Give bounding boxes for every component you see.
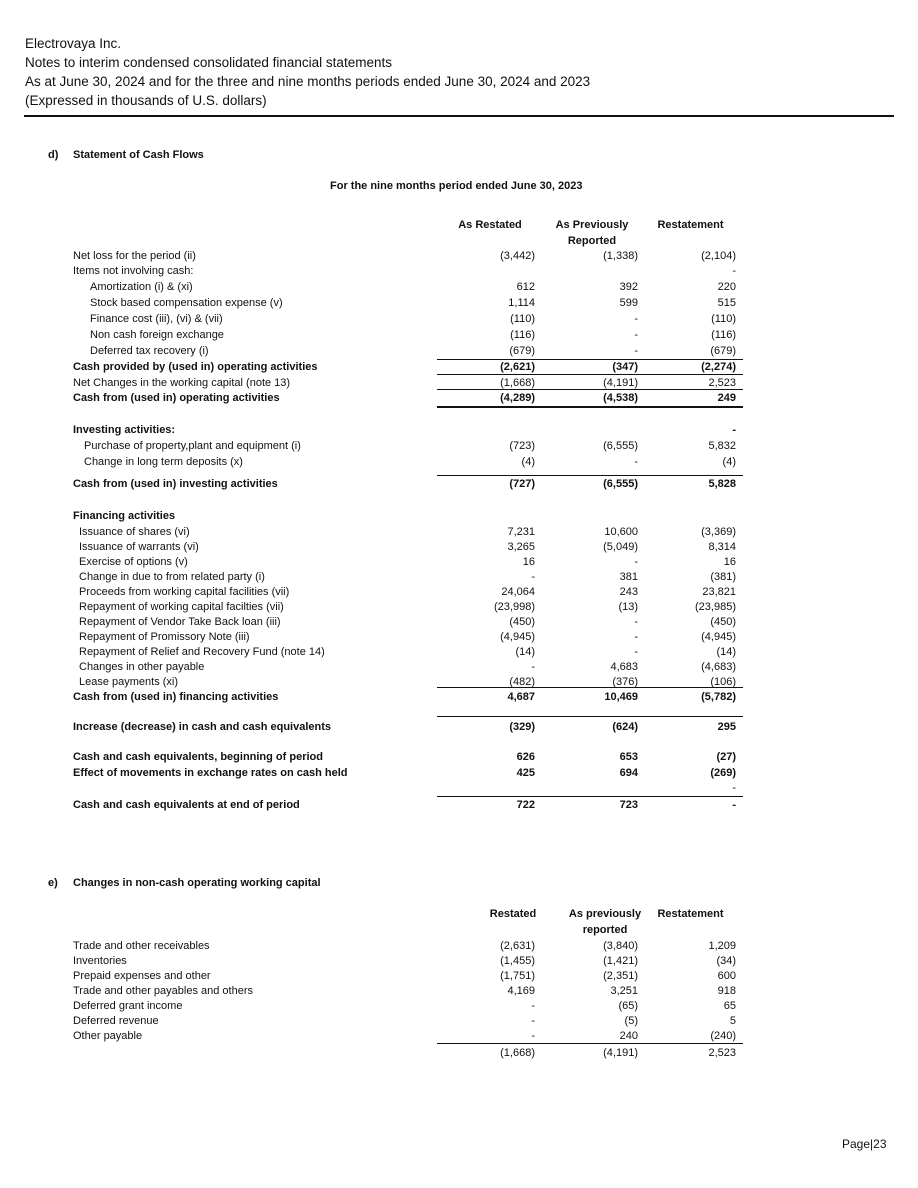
table-rule [437, 389, 743, 390]
cash-flow-cell: (4) [521, 456, 535, 468]
cash-flow-row [0, 423, 918, 438]
working-capital-cell: (2,351) [603, 970, 638, 982]
cash-flow-cell: (6,555) [603, 440, 638, 452]
cash-flow-cell: 16 [522, 556, 535, 568]
cash-flow-cell: - [732, 782, 736, 794]
working-capital-cell: 65 [723, 1000, 736, 1012]
cash-flow-cell: - [531, 661, 535, 673]
cash-flow-row [0, 312, 918, 327]
cash-flow-row-label: Repayment of Promissory Note (iii) [79, 631, 250, 643]
cash-flow-cell: (110) [711, 313, 736, 325]
cash-flow-cell: (2,274) [701, 361, 736, 373]
cash-flow-cell: 3,265 [507, 541, 535, 553]
cash-flow-row-label: Stock based compensation expense (v) [90, 297, 283, 309]
cash-flow-cell: (269) [710, 767, 736, 779]
cash-flow-row-label: Proceeds from working capital facilities (vii) [79, 586, 290, 598]
cash-flow-cell: 23,821 [702, 586, 736, 598]
cash-flow-cell: - [634, 556, 638, 568]
cash-flow-cell: (14) [716, 646, 736, 658]
working-capital-row [0, 939, 918, 954]
cash-flow-cell: (106) [710, 676, 736, 688]
cash-flow-cell: - [634, 329, 638, 341]
cash-flow-cell: (482) [509, 676, 535, 688]
section-d-marker: d) [48, 149, 59, 161]
working-capital-cell: - [531, 1015, 535, 1027]
header-divider [24, 115, 894, 117]
cash-flow-row-label: Issuance of shares (vi) [79, 526, 190, 538]
cash-flow-cell: 722 [516, 799, 535, 811]
section-d-title: Statement of Cash Flows [73, 149, 204, 161]
working-capital-row-label: Deferred revenue [73, 1015, 159, 1027]
col-header-as-previously-reported-e: As previously reported [568, 908, 642, 936]
cash-flow-row-label: Lease payments (xi) [79, 676, 179, 688]
cash-flow-row-label: Financing activities [73, 510, 176, 522]
cash-flow-cell: 599 [619, 297, 638, 309]
cash-flow-row-label: Net loss for the period (ii) [73, 250, 196, 262]
cash-flow-cell: (23,985) [695, 601, 736, 613]
cash-flow-row [0, 615, 918, 630]
cash-flow-cell: (624) [612, 721, 638, 733]
cash-flow-cell: (376) [612, 676, 638, 688]
cash-flow-cell: 4,687 [507, 691, 535, 703]
cash-flow-cell: 1,114 [508, 297, 535, 309]
cash-flow-cell: 7,231 [507, 526, 535, 538]
cash-flow-row-label: Repayment of Vendor Take Back loan (iii) [79, 616, 281, 628]
working-capital-cell: (1,751) [500, 970, 535, 982]
cash-flow-row [0, 750, 918, 765]
working-capital-row-label: Trade and other payables and others [73, 985, 253, 997]
cash-flow-row-label: Deferred tax recovery (i) [90, 345, 209, 357]
doc-currency: (Expressed in thousands of U.S. dollars) [25, 93, 267, 108]
working-capital-cell: - [531, 1000, 535, 1012]
cash-flow-cell: (1,338) [603, 250, 638, 262]
cash-flow-cell: (679) [509, 345, 535, 357]
cash-flow-row-label: Purchase of property,plant and equipment (i) [84, 440, 301, 452]
table-rule [437, 374, 743, 375]
cash-flow-row [0, 585, 918, 600]
cash-flow-cell: (347) [612, 361, 638, 373]
working-capital-row-label: Prepaid expenses and other [73, 970, 211, 982]
cash-flow-row [0, 555, 918, 570]
cash-flow-row [0, 630, 918, 645]
cash-flow-row [0, 344, 918, 359]
working-capital-cell: (2,631) [500, 940, 535, 952]
cash-flow-cell: 381 [619, 571, 638, 583]
cash-flow-row-label: Cash from (used in) operating activities [73, 392, 280, 404]
cash-flow-cell: (679) [710, 345, 736, 357]
table-rule [437, 1043, 743, 1044]
cash-flow-row [0, 690, 918, 705]
cash-flow-cell: (727) [509, 478, 535, 490]
doc-title: Notes to interim condensed consolidated financial statements [25, 55, 392, 70]
working-capital-cell: 4,169 [507, 985, 535, 997]
working-capital-row [0, 1029, 918, 1044]
cash-flow-cell: 243 [619, 586, 638, 598]
section-e-marker: e) [48, 877, 58, 889]
cash-flow-cell: (381) [710, 571, 736, 583]
working-capital-cell: (65) [618, 1000, 638, 1012]
cash-flow-cell: - [634, 456, 638, 468]
cash-flow-cell: 694 [619, 767, 638, 779]
working-capital-cell: - [531, 1030, 535, 1042]
cash-flow-cell: 5,832 [708, 440, 736, 452]
cash-flow-row-label: Cash provided by (used in) operating activities [73, 361, 318, 373]
cash-flow-cell: 10,600 [604, 526, 638, 538]
cash-flow-cell: - [732, 424, 736, 436]
cash-flow-row-label: Effect of movements in exchange rates on cash held [73, 767, 348, 779]
cash-flow-cell: (450) [509, 616, 535, 628]
cash-flow-row-label: Changes in other payable [79, 661, 205, 673]
cash-flow-cell: 653 [619, 751, 638, 763]
cash-flow-cell: (723) [509, 440, 535, 452]
cash-flow-row [0, 477, 918, 492]
cash-flow-row-label: Change in due to from related party (i) [79, 571, 265, 583]
working-capital-cell: (240) [710, 1030, 736, 1042]
table-rule [437, 796, 743, 797]
cash-flow-row-label: Cash and cash equivalents at end of period [73, 799, 300, 811]
cash-flow-cell: (116) [510, 329, 535, 341]
col-header-restatement-e: Restatement [657, 908, 724, 920]
working-capital-cell: 1,209 [708, 940, 736, 952]
working-capital-row [0, 984, 918, 999]
cash-flow-row-label: Repayment of Relief and Recovery Fund (note 14) [79, 646, 325, 658]
working-capital-cell: (34) [716, 955, 736, 967]
cash-flow-cell: 515 [717, 297, 736, 309]
working-capital-row-label: Inventories [73, 955, 127, 967]
cash-flow-cell: (5,782) [701, 691, 736, 703]
working-capital-cell: 3,251 [610, 985, 638, 997]
cash-flow-row [0, 570, 918, 585]
cash-flow-row [0, 455, 918, 470]
cash-flow-cell: (5,049) [603, 541, 638, 553]
working-capital-cell: 2,523 [708, 1047, 736, 1059]
cash-flow-row [0, 328, 918, 343]
cash-flow-cell: (4,945) [701, 631, 736, 643]
working-capital-cell: 918 [717, 985, 736, 997]
cash-flow-row [0, 660, 918, 675]
cash-flow-row [0, 439, 918, 454]
cash-flow-row-label: Non cash foreign exchange [90, 329, 224, 341]
cash-flow-row [0, 798, 918, 813]
cash-flow-cell: (329) [509, 721, 535, 733]
cash-flow-row [0, 280, 918, 295]
working-capital-cell: (1,668) [500, 1047, 535, 1059]
table-rule [437, 716, 743, 717]
cash-flow-row [0, 720, 918, 735]
cash-flow-row-label: Cash from (used in) financing activities [73, 691, 279, 703]
cash-flow-row-label: Finance cost (iii), (vi) & (vii) [90, 313, 223, 325]
working-capital-row-label: Other payable [73, 1030, 143, 1042]
cash-flow-cell: - [634, 313, 638, 325]
cash-flow-cell: 612 [516, 281, 535, 293]
cash-flow-row-label: Repayment of working capital facilties (vii) [79, 601, 284, 613]
working-capital-cell: (1,421) [603, 955, 638, 967]
cash-flow-cell: (4,289) [500, 392, 535, 404]
working-capital-row [0, 1046, 918, 1061]
cash-flow-row-label: Change in long term deposits (x) [84, 456, 243, 468]
cash-flow-cell: (1,668) [500, 377, 535, 389]
working-capital-row-label: Deferred grant income [73, 1000, 183, 1012]
cash-flow-cell: (3,442) [500, 250, 535, 262]
cash-flow-cell: (116) [711, 329, 736, 341]
section-d-subtitle: For the nine months period ended June 30, 2023 [330, 180, 583, 192]
cash-flow-cell: - [732, 265, 736, 277]
cash-flow-cell: (2,104) [701, 250, 736, 262]
cash-flow-row [0, 391, 918, 406]
cash-flow-row-label: Issuance of warrants (vi) [79, 541, 199, 553]
cash-flow-cell: (110) [510, 313, 535, 325]
cash-flow-cell: (4) [722, 456, 736, 468]
working-capital-cell: 600 [717, 970, 736, 982]
cash-flow-cell: 626 [516, 751, 535, 763]
cash-flow-cell: - [732, 799, 736, 811]
company-name: Electrovaya Inc. [25, 36, 122, 51]
cash-flow-cell: (6,555) [603, 478, 638, 490]
cash-flow-cell: 392 [619, 281, 638, 293]
cash-flow-cell: - [634, 631, 638, 643]
cash-flow-cell: (4,683) [701, 661, 736, 673]
cash-flow-cell: (4,191) [603, 377, 638, 389]
col-header-restated: Restated [489, 908, 537, 920]
cash-flow-row-label: Exercise of options (v) [79, 556, 188, 568]
working-capital-row [0, 999, 918, 1014]
cash-flow-cell: 10,469 [604, 691, 638, 703]
cash-flow-row [0, 645, 918, 660]
cash-flow-cell: 4,683 [610, 661, 638, 673]
cash-flow-cell: 220 [717, 281, 736, 293]
working-capital-cell: (4,191) [603, 1047, 638, 1059]
table-rule [437, 407, 743, 408]
cash-flow-cell: (14) [515, 646, 535, 658]
working-capital-row-label: Trade and other receivables [73, 940, 210, 952]
cash-flow-cell: - [531, 571, 535, 583]
cash-flow-cell: 425 [516, 767, 535, 779]
cash-flow-cell: 295 [717, 721, 736, 733]
table-rule [437, 475, 743, 476]
table-rule [437, 687, 743, 688]
cash-flow-row [0, 360, 918, 375]
cash-flow-row-label: Cash and cash equivalents, beginning of period [73, 751, 323, 763]
cash-flow-cell: (3,369) [701, 526, 736, 538]
cash-flow-row-label: Items not involving cash: [73, 265, 194, 277]
cash-flow-cell: - [634, 345, 638, 357]
cash-flow-row [0, 264, 918, 279]
col-header-as-restated: As Restated [458, 219, 522, 231]
cash-flow-row-label: Cash from (used in) investing activities [73, 478, 278, 490]
working-capital-cell: 240 [619, 1030, 638, 1042]
cash-flow-row-label: Investing activities: [73, 424, 176, 436]
cash-flow-cell: (4,538) [603, 392, 638, 404]
table-rule [437, 359, 743, 360]
cash-flow-cell: (450) [710, 616, 736, 628]
cash-flow-cell: 16 [723, 556, 736, 568]
cash-flow-cell: (13) [618, 601, 638, 613]
cash-flow-cell: 24,064 [501, 586, 535, 598]
section-e-title: Changes in non-cash operating working capital [73, 877, 321, 889]
cash-flow-cell: 5,828 [708, 478, 736, 490]
col-header-restatement: Restatement [657, 219, 724, 231]
working-capital-cell: (1,455) [500, 955, 535, 967]
working-capital-row [0, 1014, 918, 1029]
working-capital-cell: (5) [624, 1015, 638, 1027]
cash-flow-cell: 249 [717, 392, 736, 404]
working-capital-cell: 5 [729, 1015, 736, 1027]
doc-period: As at June 30, 2024 and for the three and nine months periods ended June 30, 2024 and 2023 [25, 74, 591, 89]
working-capital-cell: (3,840) [603, 940, 638, 952]
working-capital-row [0, 954, 918, 969]
cash-flow-row-label: Net Changes in the working capital (note 13) [73, 377, 291, 389]
cash-flow-row [0, 296, 918, 311]
cash-flow-cell: (2,621) [500, 361, 535, 373]
cash-flow-cell: - [634, 616, 638, 628]
cash-flow-row [0, 600, 918, 615]
cash-flow-row [0, 525, 918, 540]
cash-flow-row-label: Increase (decrease) in cash and cash equivalents [73, 721, 332, 733]
cash-flow-row [0, 766, 918, 781]
page-number: Page|23 [842, 1137, 887, 1151]
cash-flow-cell: (27) [716, 751, 736, 763]
col-header-as-previously-reported: As Previously Reported [555, 219, 629, 247]
cash-flow-cell: 8,314 [708, 541, 736, 553]
cash-flow-row [0, 249, 918, 264]
cash-flow-row [0, 781, 918, 796]
cash-flow-row [0, 540, 918, 555]
cash-flow-cell: 2,523 [708, 377, 736, 389]
cash-flow-cell: (4,945) [500, 631, 535, 643]
cash-flow-row-label: Amortization (i) & (xi) [90, 281, 193, 293]
cash-flow-cell: (23,998) [494, 601, 535, 613]
cash-flow-row [0, 509, 918, 524]
working-capital-row [0, 969, 918, 984]
cash-flow-cell: 723 [619, 799, 638, 811]
cash-flow-cell: - [634, 646, 638, 658]
